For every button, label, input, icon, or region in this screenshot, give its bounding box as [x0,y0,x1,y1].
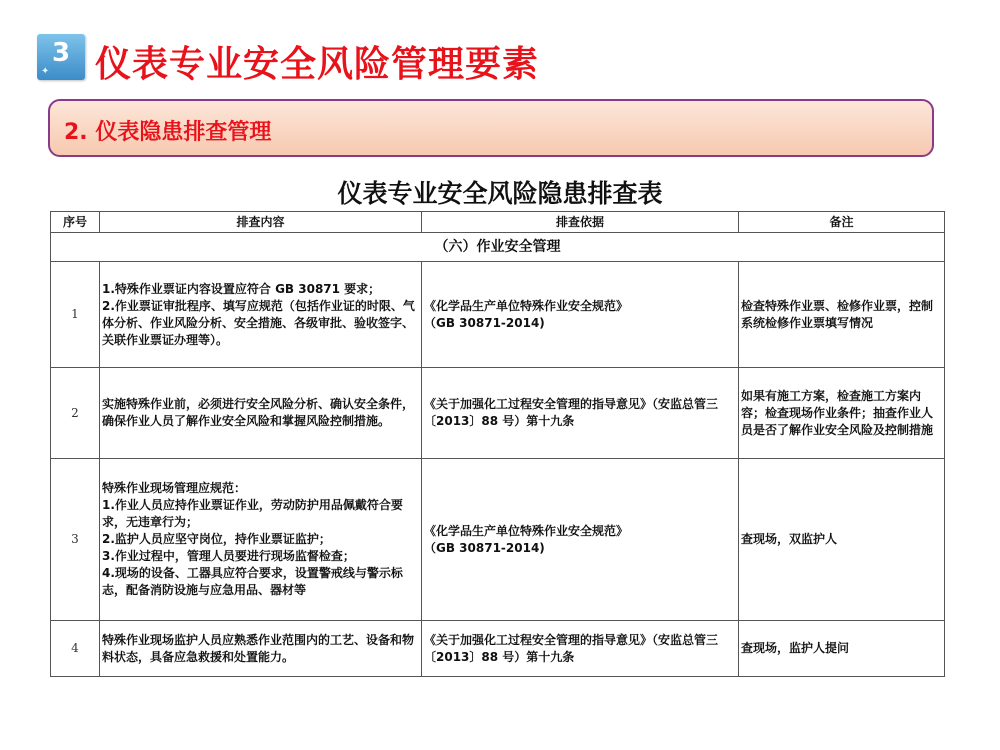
page-title: 仪表专业安全风险管理要素 [95,44,540,85]
table-title: 仪表专业安全风险隐患排查表 [337,179,663,208]
check-content [100,621,422,677]
section-number-badge [37,34,85,80]
table-row [51,368,945,459]
check-basis [422,621,739,677]
check-basis [422,262,739,368]
table-header-row [51,212,945,233]
row-number: 2 [51,368,100,459]
note-line: 如果有施工方案，检查施工方案内容；检查现场作业条件；抽查作业人员是否了解作业安全风险及控制措施 [741,388,934,437]
content-line: 2.监护人员应坚守岗位，持作业票证监护； [102,532,331,546]
check-basis [422,459,739,621]
content-line: 1.特殊作业票证内容设置应符合 GB 30871 要求； [102,281,381,296]
row-number: 3 [51,459,100,621]
content-line: 特殊作业现场管理应规范： [102,481,247,495]
note-line: 查现场，双监护人 [741,532,838,546]
sparkle-icon: ✦ [41,66,50,77]
table-row [51,459,945,621]
column-header-basis: 排查依据 [422,212,739,233]
content-line: 特殊作业现场监护人员应熟悉作业范围内的工艺、设备和物料状态，具备应急救援和处置能力。 [102,632,415,664]
basis-line: 《化学品生产单位特殊作业安全规范》 [424,298,629,313]
check-content [100,459,422,621]
checklist-table [50,211,945,677]
table-row [51,621,945,677]
check-note [739,459,945,621]
column-header-content: 排查内容 [100,212,422,233]
content-line: 2.作业票证审批程序、填写应规范（包括作业证的时限、气体分析、作业风险分析、安全措施、各级审批、验收签字、关联作业票证办理等）。 [102,298,415,347]
content-line: 4.现场的设备、工器具应符合要求，设置警戒线与警示标志，配备消防设施与应急用品、器材等 [102,566,403,597]
row-number: 4 [51,621,100,677]
basis-line: 《关于加强化工过程安全管理的指导意见》（安监总管三〔2013〕88 号）第十九条 [424,632,719,664]
content-line: 实施特殊作业前，必须进行安全风险分析、确认安全条件，确保作业人员了解作业安全风险和掌握风险控制措施。 [102,397,415,428]
check-note [739,621,945,677]
note-line: 查现场，监护人提问 [741,641,850,655]
check-note [739,262,945,368]
check-note [739,368,945,459]
note-line: 检查特殊作业票、检修作业票，控制系统检修作业票填写情况 [741,298,934,330]
column-header-note: 备注 [739,212,945,233]
subtitle-banner [48,99,934,157]
basis-line: 《化学品生产单位特殊作业安全规范》 [424,523,629,538]
basis-line: 《关于加强化工过程安全管理的指导意见》（安监总管三〔2013〕88 号）第十九条 [424,397,719,428]
row-number: 1 [51,262,100,368]
content-line: 3.作业过程中，管理人员要进行现场监督检查； [102,549,355,563]
check-content [100,262,422,368]
table-row [51,262,945,368]
section-row [51,233,945,262]
basis-line: （GB 30871-2014) [424,540,545,555]
subtitle: 2. 仪表隐患排查管理 [64,120,272,145]
section-number: 3 [51,38,71,68]
column-header-no: 序号 [51,212,100,233]
section-heading: （六）作业安全管理 [51,233,945,262]
check-basis [422,368,739,459]
check-content [100,368,422,459]
content-line: 1.作业人员应持作业票证作业，劳动防护用品佩戴符合要求，无违章行为； [102,498,403,529]
basis-line: （GB 30871-2014) [424,315,545,330]
